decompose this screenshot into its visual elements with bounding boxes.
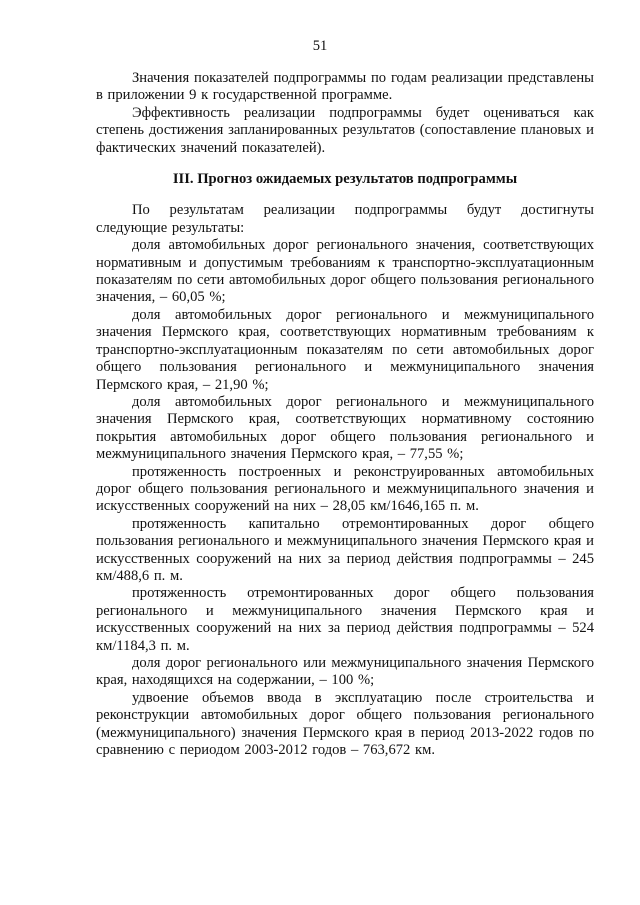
result-item: доля автомобильных дорог регионального и межмуниципального значения Пермского края, соответствующих нормативным требованиям к транспортно-эксплуатационным показателям по сети автомобильных дорог общего пользования регионального и межмуниципального значения Пермского края, – 21,90 %; bbox=[96, 306, 594, 393]
result-item: доля дорог регионального или межмуниципального значения Пермского края, находящихся на содержании, – 100 %; bbox=[96, 655, 594, 689]
page-number: 51 bbox=[312, 38, 328, 54]
document-body bbox=[96, 70, 594, 759]
paragraph-lead: По результатам реализации подпрограммы будут достигнуты следующие результаты: bbox=[96, 202, 594, 236]
paragraph-indicator-values: Значения показателей подпрограммы по годам реализации представлены в приложении 9 к государственной программе. bbox=[96, 70, 594, 104]
result-item: протяженность капитально отремонтированных дорог общего пользования регионального и межмуниципального значения Пермского края и искусственных сооружений на них за период действия подпрограммы – 245 км/488,6 п. м. bbox=[96, 515, 594, 584]
result-item: доля автомобильных дорог регионального значения, соответствующих нормативным и допустимым требованиям к транспортно-эксплуатационным показателям по сети автомобильных дорог общего пользования регионального значения, – 60,05 %; bbox=[96, 237, 594, 306]
paragraph-efficiency: Эффективность реализации подпрограммы будет оцениваться как степень достижения запланированных результатов (сопоставление плановых и фактических значений показателей). bbox=[96, 104, 594, 156]
result-item: протяженность отремонтированных дорог общего пользования регионального и межмуниципального значения Пермского края и искусственных сооружений на них за период действия подпрограммы – 524 км/1184,3 п. м. bbox=[96, 585, 594, 654]
section-heading: III. Прогноз ожидаемых результатов подпрограммы bbox=[172, 171, 518, 188]
result-item: протяженность построенных и реконструированных автомобильных дорог общего пользования регионального и межмуниципального значения и искусственных сооружений на них – 28,05 км/1646,165 п. м. bbox=[96, 463, 594, 515]
result-item: доля автомобильных дорог регионального и межмуниципального значения Пермского края, соответствующих нормативному состоянию покрытия автомобильных дорог общего пользования регионального и межмуниципального значения Пермского края, – 77,55 %; bbox=[96, 393, 594, 463]
result-item: удвоение объемов ввода в эксплуатацию после строительства и реконструкции автомобильных дорог общего пользования регионального (межмуниципального) значения Пермского края в период 2013-2022 годов по сравнению с периодом 2003-2012 годов – 763,672 км. bbox=[96, 689, 594, 759]
